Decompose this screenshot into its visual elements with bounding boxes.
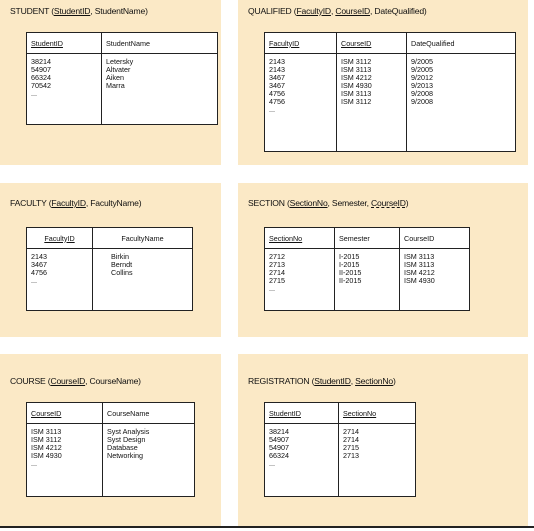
- registration-col-studentid: [265, 424, 339, 497]
- section-col-semester: [335, 249, 400, 311]
- course-title: COURSE (CourseID, CourseName): [10, 376, 141, 386]
- registration-title: REGISTRATION (StudentID, SectionNo): [248, 376, 396, 386]
- ellipsis: ...: [269, 105, 275, 114]
- cell: Birkin: [111, 252, 129, 261]
- qualified-title: QUALIFIED (FacultyID, CourseID, DateQualified): [248, 6, 427, 16]
- student-header-studentname: StudentName: [102, 33, 218, 54]
- cell: I-2015: [339, 252, 360, 261]
- section-header-courseid: CourseID: [400, 228, 470, 249]
- course-col-courseid: [27, 424, 103, 497]
- cell: ISM 3113: [404, 260, 435, 269]
- registration-col-sectionno: [339, 424, 416, 497]
- ellipsis: ...: [31, 276, 37, 285]
- cell: ISM 3113: [31, 427, 62, 436]
- section-table: [264, 227, 470, 311]
- course-panel: [0, 354, 221, 526]
- cell: 4756: [269, 97, 285, 106]
- qualified-col-facultyid: [265, 54, 337, 152]
- student-col-studentname: [102, 54, 218, 125]
- course-table: [26, 402, 195, 497]
- student-table: [26, 32, 218, 125]
- cell: 2143: [269, 65, 285, 74]
- ellipsis: ...: [31, 89, 37, 98]
- cell: ISM 4930: [31, 451, 62, 460]
- cell: 4756: [31, 268, 47, 277]
- cell: 3467: [31, 260, 47, 269]
- qualified-col-courseid: [337, 54, 407, 152]
- bottom-rule: [0, 526, 534, 528]
- registration-header-studentid: StudentID: [265, 403, 339, 424]
- student-col-studentid: [27, 54, 102, 125]
- cell: 70542: [31, 81, 51, 90]
- cell: Database: [107, 443, 138, 452]
- student-title: STUDENT (StudentID, StudentName): [10, 6, 148, 16]
- cell: 9/2013: [411, 81, 433, 90]
- section-col-courseid: [400, 249, 470, 311]
- cell: Syst Analysis: [107, 427, 150, 436]
- cell: ISM 4212: [404, 268, 435, 277]
- course-header-coursename: CourseName: [103, 403, 195, 424]
- cell: 38214: [269, 427, 289, 436]
- cell: 3467: [269, 81, 285, 90]
- cell: 38214: [31, 57, 51, 66]
- cell: 2713: [269, 260, 285, 269]
- cell: 2143: [269, 57, 285, 66]
- cell: Altvater: [106, 65, 131, 74]
- faculty-header-facultyname: FacultyName: [93, 228, 193, 249]
- cell: Marra: [106, 81, 125, 90]
- course-header-courseid: CourseID: [27, 403, 103, 424]
- cell: ISM 3112: [341, 57, 372, 66]
- cell: Networking: [107, 451, 143, 460]
- cell: 54907: [31, 65, 51, 74]
- cell: 2143: [31, 252, 47, 261]
- qualified-header-datequalified: DateQualified: [407, 33, 516, 54]
- cell: 54907: [269, 443, 289, 452]
- faculty-panel: [0, 183, 221, 337]
- cell: 66324: [269, 451, 289, 460]
- faculty-header-facultyid: FacultyID: [27, 228, 93, 249]
- cell: ISM 3113: [341, 65, 372, 74]
- cell: 4756: [269, 89, 285, 98]
- cell: ISM 4930: [341, 81, 372, 90]
- qualified-header-courseid: CourseID: [337, 33, 407, 54]
- cell: ISM 4930: [404, 276, 435, 285]
- cell: 66324: [31, 73, 51, 82]
- registration-panel: [238, 354, 528, 526]
- section-header-semester: Semester: [335, 228, 400, 249]
- cell: I-2015: [339, 260, 360, 269]
- registration-table: [264, 402, 416, 497]
- cell: Collins: [111, 268, 133, 277]
- cell: 3467: [269, 73, 285, 82]
- cell: 9/2008: [411, 97, 433, 106]
- qualified-table: [264, 32, 516, 152]
- cell: ISM 3113: [341, 89, 372, 98]
- ellipsis: ...: [269, 459, 275, 468]
- section-col-sectionno: [265, 249, 335, 311]
- cell: 2712: [269, 252, 285, 261]
- qualified-col-datequalified: [407, 54, 516, 152]
- qualified-header-facultyid: FacultyID: [265, 33, 337, 54]
- cell: ISM 4212: [341, 73, 372, 82]
- cell: 2714: [269, 268, 285, 277]
- cell: 9/2005: [411, 65, 433, 74]
- faculty-col-facultyid: [27, 249, 93, 311]
- cell: 2715: [343, 443, 359, 452]
- faculty-col-facultyname: [93, 249, 193, 311]
- course-col-coursename: [103, 424, 195, 497]
- cell: II-2015: [339, 268, 362, 277]
- section-title: SECTION (SectionNo, Semester, CourseID): [248, 198, 409, 208]
- cell: 9/2008: [411, 89, 433, 98]
- ellipsis: ...: [31, 459, 37, 468]
- cell: ISM 4212: [31, 443, 62, 452]
- cell: ISM 3113: [404, 252, 435, 261]
- cell: 2714: [343, 435, 359, 444]
- student-panel: [0, 0, 221, 165]
- cell: 54907: [269, 435, 289, 444]
- cell: Syst Design: [107, 435, 146, 444]
- student-header-studentid: StudentID: [27, 33, 102, 54]
- cell: II-2015: [339, 276, 362, 285]
- faculty-table: [26, 227, 193, 311]
- cell: 9/2005: [411, 57, 433, 66]
- cell: 2715: [269, 276, 285, 285]
- section-header-sectionno: SectionNo: [265, 228, 335, 249]
- registration-header-sectionno: SectionNo: [339, 403, 416, 424]
- cell: Berndt: [111, 260, 133, 269]
- qualified-panel: [238, 0, 528, 165]
- faculty-title: FACULTY (FacultyID, FacultyName): [10, 198, 142, 208]
- cell: ISM 3112: [31, 435, 62, 444]
- cell: Letersky: [106, 57, 134, 66]
- cell: 2713: [343, 451, 359, 460]
- cell: Aiken: [106, 73, 124, 82]
- cell: 9/2012: [411, 73, 433, 82]
- section-panel: [238, 183, 528, 337]
- cell: ISM 3112: [341, 97, 372, 106]
- cell: 2714: [343, 427, 359, 436]
- ellipsis: ...: [269, 284, 275, 293]
